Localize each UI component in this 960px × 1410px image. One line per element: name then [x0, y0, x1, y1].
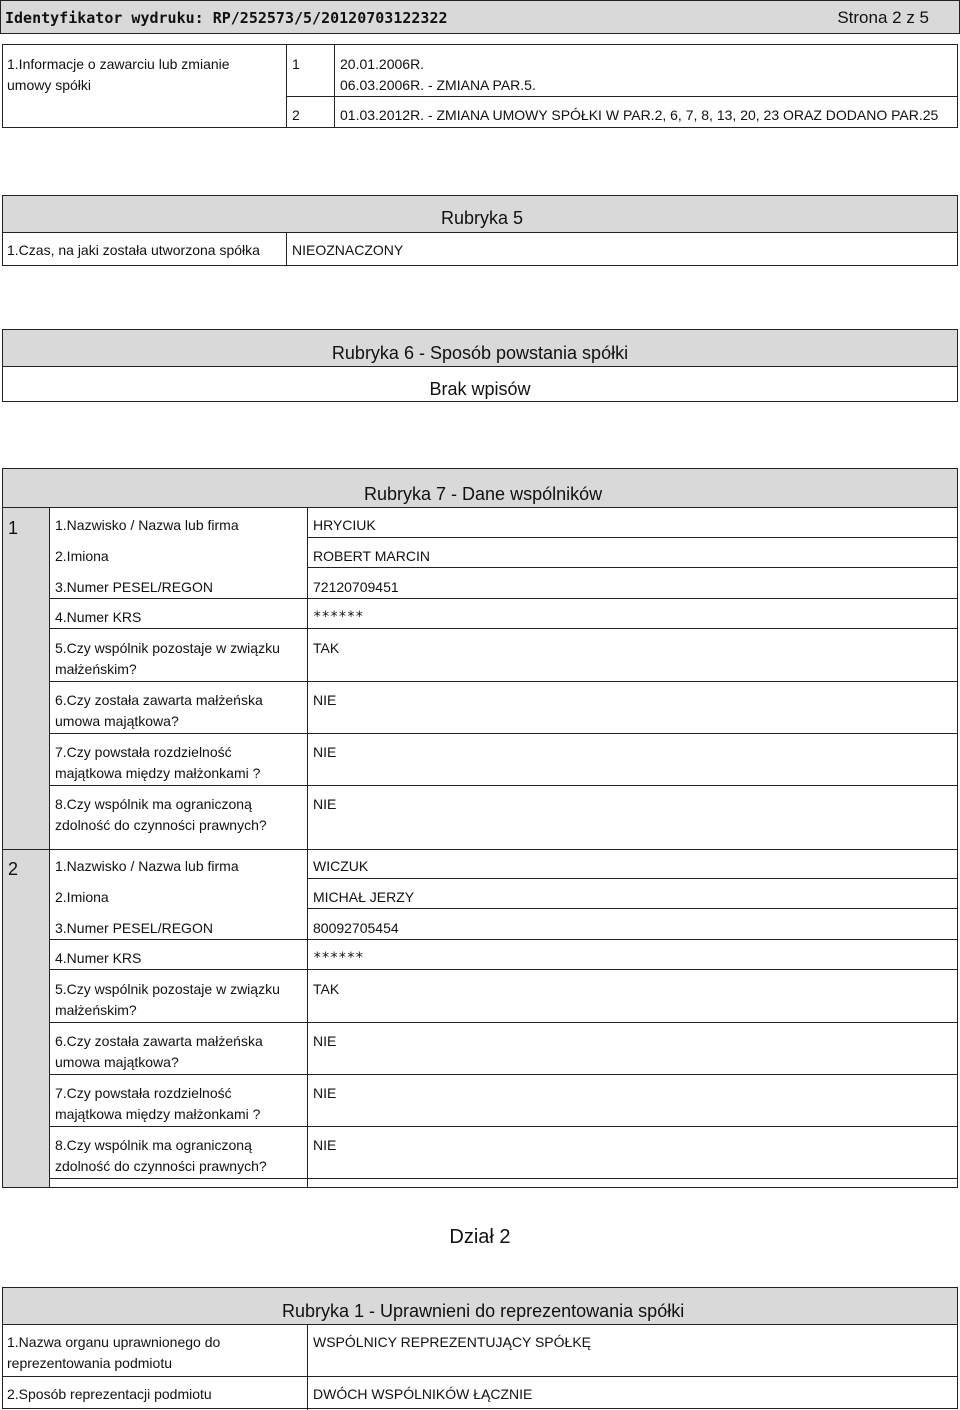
partner-first: ROBERT MARCIN	[313, 548, 430, 564]
label-q8b: zdolność do czynności prawnych?	[55, 1158, 267, 1174]
rubryka6-header	[2, 329, 958, 367]
rubryka5-row	[2, 232, 958, 266]
label-q8: 8.Czy wspólnik ma ograniczoną	[55, 796, 252, 812]
label-q6b: umowa majątkowa?	[55, 1054, 179, 1070]
label-q6: 6.Czy została zawarta małżeńska	[55, 1033, 263, 1049]
amendment-text-1b: 06.03.2006R. - ZMIANA PAR.5.	[340, 77, 536, 93]
label-pesel: 3.Numer PESEL/REGON	[55, 579, 213, 595]
label-name: 1.Nazwisko / Nazwa lub firma	[55, 858, 239, 874]
label-q6: 6.Czy została zawarta małżeńska	[55, 692, 263, 708]
partner-pesel: 72120709451	[313, 579, 399, 595]
rubryka6-body	[2, 366, 958, 402]
label-q7: 7.Czy powstała rozdzielność	[55, 744, 232, 760]
label-q7: 7.Czy powstała rozdzielność	[55, 1085, 232, 1101]
label-first: 2.Imiona	[55, 548, 109, 564]
amendments-table	[2, 44, 958, 128]
rubryka1-title: Rubryka 1 - Uprawnieni do reprezentowania spółki	[282, 1301, 685, 1321]
partner-pesel: 80092705454	[313, 920, 399, 936]
print-id: Identyfikator wydruku: RP/252573/5/20120703122322	[5, 9, 448, 27]
method-label: 2.Sposób reprezentacji podmiotu	[7, 1386, 212, 1402]
amendment-num-1: 1	[292, 56, 300, 72]
partner-q5: TAK	[313, 640, 340, 656]
partner-name: WICZUK	[313, 858, 369, 874]
label-q5b: małżeńskim?	[55, 661, 137, 677]
rubryka6-title: Rubryka 6 - Sposób powstania spółki	[331, 343, 629, 363]
organ-label-2: reprezentowania podmiotu	[7, 1355, 172, 1371]
rubryka7-body	[2, 507, 958, 1188]
label-q7b: majątkowa między małżonkami ?	[55, 765, 261, 781]
rubryka5-header	[2, 195, 958, 233]
page-number: Strona 2 z 5	[837, 8, 929, 27]
rubryka5-title: Rubryka 5	[441, 208, 524, 228]
label-q5b: małżeńskim?	[55, 1002, 137, 1018]
print-header	[0, 0, 960, 34]
label-pesel: 3.Numer PESEL/REGON	[55, 920, 213, 936]
rubryka5-label: 1.Czas, na jaki została utworzona spółka	[7, 242, 260, 258]
label-q8: 8.Czy wspólnik ma ograniczoną	[55, 1137, 252, 1153]
partner-name: HRYCIUK	[313, 517, 376, 533]
rubryka7-title: Rubryka 7 - Dane wspólników	[364, 484, 603, 504]
method-value: DWÓCH WSPÓLNIKÓW ŁĄCZNIE	[313, 1386, 533, 1402]
amendment-text-1a: 20.01.2006R.	[340, 56, 425, 72]
label-q5: 5.Czy wspólnik pozostaje w związku	[55, 640, 280, 656]
partner-q6: NIE	[313, 692, 337, 708]
label-krs: 4.Numer KRS	[55, 609, 142, 625]
label-first: 2.Imiona	[55, 889, 109, 905]
rubryka7-header	[2, 468, 958, 508]
label-krs: 4.Numer KRS	[55, 950, 142, 966]
label-name: 1.Nazwisko / Nazwa lub firma	[55, 517, 239, 533]
partner-krs: ******	[313, 950, 364, 966]
partner-q8: NIE	[313, 796, 337, 812]
amendment-text-2: 01.03.2012R. - ZMIANA UMOWY SPÓŁKI W PAR.2, 6, 7, 8, 13, 20, 23 ORAZ DODANO PAR.25	[340, 107, 939, 123]
partner-krs: ******	[313, 609, 364, 625]
amendment-num-2: 2	[292, 107, 300, 123]
partner-q5: TAK	[313, 981, 340, 997]
rubryka6-empty: Brak wpisów	[429, 379, 531, 399]
label-q6b: umowa majątkowa?	[55, 713, 179, 729]
partner-number: 2	[8, 859, 19, 879]
amendments-label: 1.Informacje o zawarciu lub zmianie	[7, 56, 230, 72]
organ-value: WSPÓLNICY REPREZENTUJĄCY SPÓŁKĘ	[313, 1334, 591, 1350]
partner-number: 1	[8, 518, 19, 538]
rubryka1-body	[2, 1324, 958, 1409]
rubryka5-value: NIEOZNACZONY	[292, 242, 404, 258]
rubryka1-header	[2, 1287, 958, 1325]
label-q8b: zdolność do czynności prawnych?	[55, 817, 267, 833]
partner-q7: NIE	[313, 744, 337, 760]
partner-first: MICHAŁ JERZY	[313, 889, 415, 905]
amendments-label-2: umowy spółki	[7, 77, 92, 93]
organ-label: 1.Nazwa organu uprawnionego do	[7, 1334, 221, 1350]
partner-q7: NIE	[313, 1085, 337, 1101]
partner-q8: NIE	[313, 1137, 337, 1153]
section-title: Dział 2	[449, 1226, 511, 1248]
label-q7b: majątkowa między małżonkami ?	[55, 1106, 261, 1122]
label-q5: 5.Czy wspólnik pozostaje w związku	[55, 981, 280, 997]
partner-q6: NIE	[313, 1033, 337, 1049]
